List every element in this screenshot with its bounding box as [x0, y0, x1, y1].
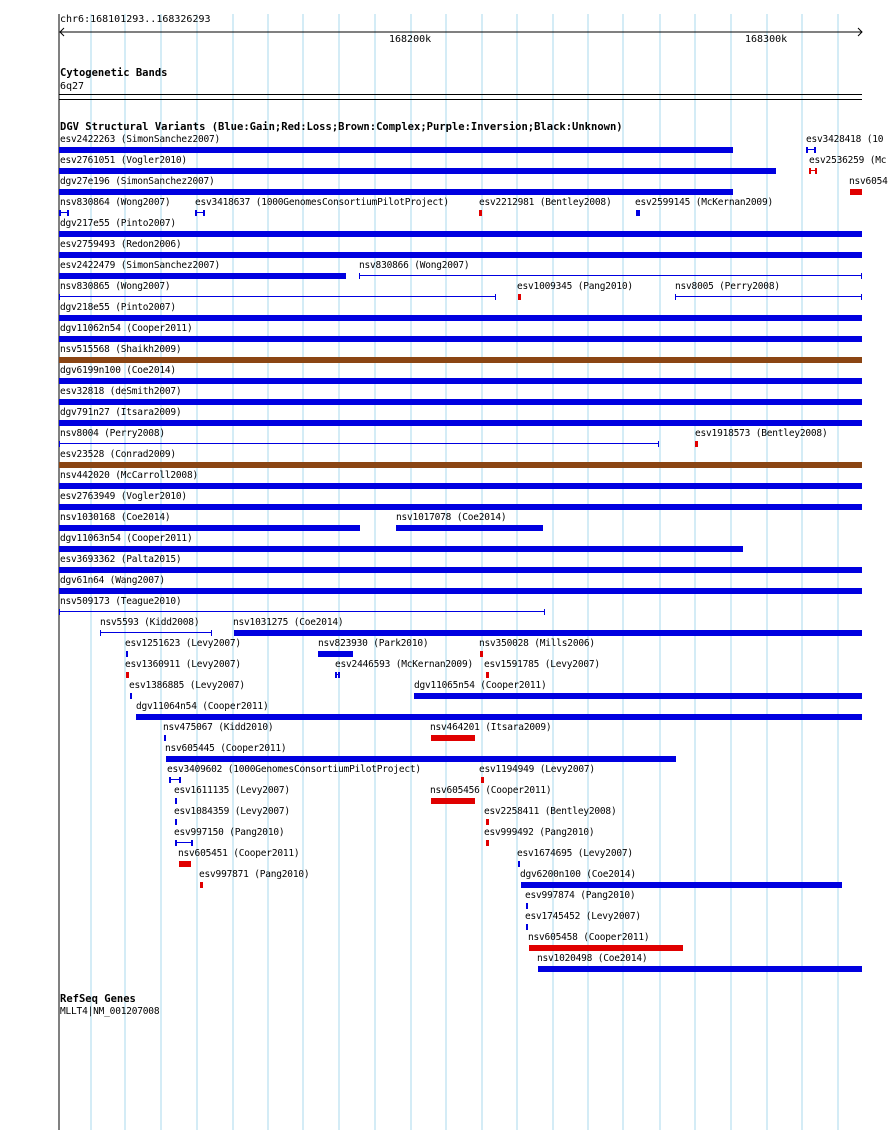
sv-label: esv1360911 (Levy2007) — [125, 659, 241, 670]
sv-feature[interactable] — [59, 483, 862, 489]
ruler-tick-label: 168200k — [389, 34, 432, 45]
sv-label: nsv515568 (Shaikh2009) — [60, 344, 182, 355]
sv-feature[interactable] — [806, 149, 816, 150]
sv-label: esv3409602 (1000GenomesConsortiumPilotProject) — [167, 764, 421, 775]
sv-label: esv2422479 (SimonSanchez2007) — [60, 260, 221, 271]
sv-feature[interactable] — [479, 210, 482, 216]
sv-label: esv997874 (Pang2010) — [525, 890, 636, 901]
sv-label: dgv11062n54 (Cooper2011) — [60, 323, 193, 334]
sv-label: nsv830866 (Wong2007) — [359, 260, 470, 271]
sv-feature[interactable] — [526, 924, 528, 930]
sv-feature[interactable] — [59, 231, 862, 237]
sv-feature[interactable] — [164, 735, 166, 741]
dgv-track-title: DGV Structural Variants (Blue:Gain;Red:Loss;Brown:Complex;Purple:Inversion;Black:Unknown) — [60, 121, 623, 133]
region-label: chr6:168101293..168326293 — [60, 14, 211, 25]
sv-feature[interactable] — [518, 861, 520, 867]
sv-label: nsv442020 (McCarroll2008) — [60, 470, 198, 481]
sv-label: esv1194949 (Levy2007) — [479, 764, 595, 775]
sv-label: esv1591785 (Levy2007) — [484, 659, 600, 670]
sv-feature[interactable] — [675, 296, 862, 297]
sv-feature[interactable] — [126, 672, 129, 678]
sv-feature[interactable] — [59, 378, 862, 384]
sv-label: nsv464201 (Itsara2009) — [430, 722, 552, 733]
sv-label: esv1611135 (Levy2007) — [174, 785, 290, 796]
sv-label: nsv350028 (Mills2006) — [479, 638, 595, 649]
sv-feature[interactable] — [59, 399, 862, 405]
sv-label: esv2536259 (Mc — [809, 155, 887, 166]
sv-feature[interactable] — [521, 882, 842, 888]
sv-label: esv999492 (Pang2010) — [484, 827, 595, 838]
sv-feature[interactable] — [59, 336, 862, 342]
sv-feature[interactable] — [59, 525, 360, 531]
sv-label: esv1745452 (Levy2007) — [525, 911, 641, 922]
sv-feature[interactable] — [809, 170, 817, 171]
sv-feature[interactable] — [59, 567, 862, 573]
sv-label: esv3418637 (1000GenomesConsortiumPilotProject) — [195, 197, 449, 208]
cytoband-label: 6q27 — [60, 81, 85, 92]
ruler-tick-label: 168300k — [745, 34, 788, 45]
sv-feature[interactable] — [59, 546, 743, 552]
sv-feature[interactable] — [200, 882, 203, 888]
sv-feature[interactable] — [175, 798, 177, 804]
sv-feature[interactable] — [59, 252, 862, 258]
sv-label: dgv27e196 (SimonSanchez2007) — [60, 176, 215, 187]
sv-label: esv23528 (Conrad2009) — [60, 449, 176, 460]
sv-feature[interactable] — [59, 296, 496, 297]
sv-label: dgv218e55 (Pinto2007) — [60, 302, 176, 313]
sv-label: nsv6054 — [849, 176, 888, 187]
sv-feature[interactable] — [59, 273, 346, 279]
sv-feature[interactable] — [636, 210, 640, 216]
sv-label: dgv791n27 (Itsara2009) — [60, 407, 182, 418]
cytoband-line[interactable] — [59, 99, 862, 100]
sv-feature[interactable] — [59, 462, 862, 468]
sv-label: dgv11063n54 (Cooper2011) — [60, 533, 193, 544]
sv-feature[interactable] — [59, 212, 69, 213]
sv-feature[interactable] — [166, 756, 676, 762]
sv-label: esv32818 (deSmith2007) — [60, 386, 182, 397]
cytoband-track-title: Cytogenetic Bands — [60, 67, 168, 79]
sv-feature[interactable] — [359, 275, 862, 276]
sv-feature[interactable] — [480, 651, 483, 657]
sv-label: nsv605458 (Cooper2011) — [528, 932, 650, 943]
sv-feature[interactable] — [195, 212, 205, 213]
sv-feature[interactable] — [59, 147, 733, 153]
sv-label: esv1674695 (Levy2007) — [517, 848, 633, 859]
sv-feature[interactable] — [59, 357, 862, 363]
sv-label: nsv823930 (Park2010) — [318, 638, 429, 649]
sv-label: esv2446593 (McKernan2009) — [335, 659, 473, 670]
refseq-track-title: RefSeq Genes — [60, 993, 136, 1005]
sv-feature[interactable] — [486, 672, 489, 678]
sv-feature[interactable] — [538, 966, 862, 972]
sv-feature[interactable] — [318, 651, 353, 657]
sv-feature[interactable] — [59, 168, 776, 174]
sv-label: nsv475067 (Kidd2010) — [163, 722, 274, 733]
sv-feature[interactable] — [59, 189, 733, 195]
sv-label: esv2599145 (McKernan2009) — [635, 197, 773, 208]
sv-label: esv2422263 (SimonSanchez2007) — [60, 134, 221, 145]
sv-label: esv997871 (Pang2010) — [199, 869, 310, 880]
sv-label: dgv6199n100 (Coe2014) — [60, 365, 176, 376]
sv-feature[interactable] — [234, 630, 862, 636]
sv-feature[interactable] — [335, 674, 340, 675]
sv-label: esv1084359 (Levy2007) — [174, 806, 290, 817]
sv-label: dgv11065n54 (Cooper2011) — [414, 680, 547, 691]
sv-label: nsv8005 (Perry2008) — [675, 281, 780, 292]
sv-feature[interactable] — [59, 611, 545, 612]
sv-label: esv1918573 (Bentley2008) — [695, 428, 828, 439]
sv-feature[interactable] — [481, 777, 484, 783]
sv-feature[interactable] — [175, 842, 193, 843]
sv-feature[interactable] — [59, 504, 862, 510]
sv-label: dgv61n64 (Wang2007) — [60, 575, 165, 586]
sv-feature[interactable] — [526, 903, 528, 909]
sv-feature[interactable] — [431, 735, 475, 741]
sv-feature[interactable] — [59, 588, 862, 594]
sv-label: dgv11064n54 (Cooper2011) — [136, 701, 269, 712]
sv-feature[interactable] — [100, 632, 212, 633]
sv-label: nsv1020498 (Coe2014) — [537, 953, 648, 964]
sv-label: nsv605445 (Cooper2011) — [165, 743, 287, 754]
sv-label: esv1009345 (Pang2010) — [517, 281, 633, 292]
sv-label: nsv1030168 (Coe2014) — [60, 512, 171, 523]
sv-label: dgv217e55 (Pinto2007) — [60, 218, 176, 229]
sv-feature[interactable] — [175, 819, 177, 825]
sv-feature[interactable] — [169, 779, 181, 780]
sv-label: esv2761051 (Vogler2010) — [60, 155, 187, 166]
sv-label: esv997150 (Pang2010) — [174, 827, 285, 838]
sv-label: esv1251623 (Levy2007) — [125, 638, 241, 649]
sv-feature[interactable] — [518, 294, 521, 300]
sv-label: nsv5593 (Kidd2008) — [100, 617, 200, 628]
sv-feature[interactable] — [59, 315, 862, 321]
cytoband-line[interactable] — [59, 94, 862, 95]
sv-label: esv3428418 (10 — [806, 134, 884, 145]
sv-label: nsv1031275 (Coe2014) — [233, 617, 344, 628]
sv-label: nsv830865 (Wong2007) — [60, 281, 171, 292]
sv-feature[interactable] — [59, 420, 862, 426]
sv-label: esv2763949 (Vogler2010) — [60, 491, 187, 502]
sv-feature[interactable] — [414, 693, 862, 699]
sv-feature[interactable] — [126, 651, 128, 657]
sv-label: esv3693362 (Palta2015) — [60, 554, 182, 565]
sv-feature[interactable] — [695, 441, 698, 447]
sv-feature[interactable] — [486, 819, 489, 825]
sv-label: nsv1017078 (Coe2014) — [396, 512, 507, 523]
sv-feature[interactable] — [529, 945, 683, 951]
sv-label: nsv830864 (Wong2007) — [60, 197, 171, 208]
sv-label: esv2212981 (Bentley2008) — [479, 197, 612, 208]
sv-feature[interactable] — [136, 714, 862, 720]
sv-label: esv2258411 (Bentley2008) — [484, 806, 617, 817]
sv-feature[interactable] — [486, 840, 489, 846]
gene-label: MLLT4|NM_001207008 — [60, 1006, 160, 1017]
sv-feature[interactable] — [59, 443, 659, 444]
sv-feature[interactable] — [130, 693, 132, 699]
sv-feature[interactable] — [431, 798, 475, 804]
sv-label: nsv509173 (Teague2010) — [60, 596, 182, 607]
sv-label: dgv6200n100 (Coe2014) — [520, 869, 636, 880]
sv-feature[interactable] — [396, 525, 543, 531]
sv-label: esv2759493 (Redon2006) — [60, 239, 182, 250]
sv-feature[interactable] — [179, 861, 191, 867]
sv-label: nsv8004 (Perry2008) — [60, 428, 165, 439]
sv-label: esv1386885 (Levy2007) — [129, 680, 245, 691]
sv-label: nsv605451 (Cooper2011) — [178, 848, 300, 859]
sv-feature[interactable] — [850, 189, 862, 195]
sv-label: nsv605456 (Cooper2011) — [430, 785, 552, 796]
